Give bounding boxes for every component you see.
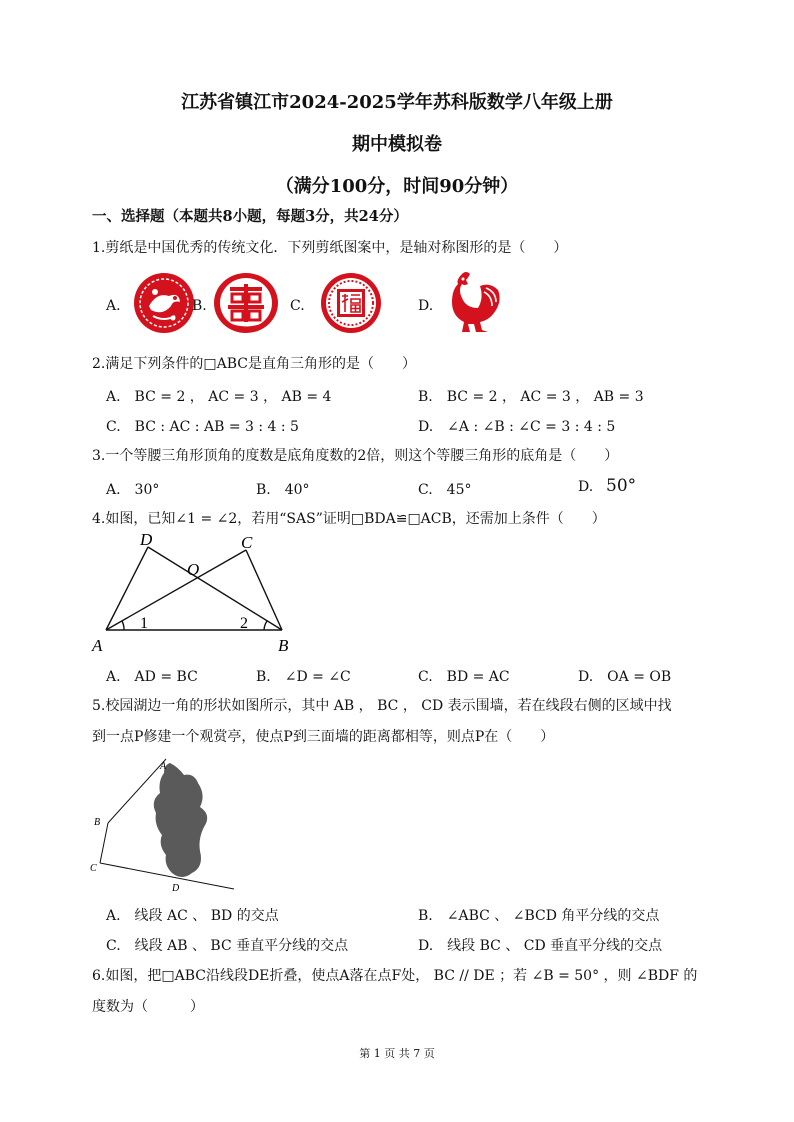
q5-option-d: D. 线段 BC 、 CD 垂直平分线的交点 bbox=[418, 938, 663, 954]
q3-option-a: A. 30° bbox=[106, 482, 160, 498]
exam-title: 江苏省镇江市2024-2025学年苏科版数学八年级上册 bbox=[181, 92, 613, 113]
rooster-icon bbox=[440, 268, 506, 338]
q1-option-a-label: A. bbox=[106, 298, 121, 314]
q5-figure bbox=[88, 755, 238, 895]
page-footer: 第 1 页 共 7 页 bbox=[359, 1047, 435, 1060]
q4-label-b: B bbox=[278, 636, 289, 655]
q4-option-c: C. BD = AC bbox=[418, 669, 510, 685]
q5-label-d: D bbox=[172, 883, 180, 894]
q4-option-d: D. OA = OB bbox=[578, 669, 672, 685]
q2-option-b: B. BC = 2 ， AC = 3 ， AB = 3 bbox=[418, 389, 644, 405]
section-heading: 一、选择题（本题共8小题，每题3分，共24分） bbox=[92, 208, 408, 225]
exam-score-time: （满分100分，时间90分钟） bbox=[275, 176, 519, 197]
q5-option-b: B. ∠ABC 、 ∠BCD 角平分线的交点 bbox=[418, 908, 660, 924]
q4-stem: 4.如图，已知∠1 = ∠2，若用“SAS”证明□BDA≌□ACB，还需加上条件（ ） bbox=[92, 511, 606, 527]
q5-option-c: C. 线段 AB 、 BC 垂直平分线的交点 bbox=[106, 938, 349, 954]
q4-label-d: D bbox=[140, 533, 153, 549]
papercut-bird-icon bbox=[133, 272, 195, 334]
q5-option-a: A. 线段 AC 、 BD 的交点 bbox=[106, 908, 279, 924]
q4-angle-2: 2 bbox=[240, 615, 248, 632]
q4-label-a: A bbox=[92, 636, 103, 655]
q4-label-c: C bbox=[241, 533, 253, 552]
q1-stem: 1.剪纸是中国优秀的传统文化．下列剪纸图案中，是轴对称图形的是（ ） bbox=[92, 240, 568, 256]
q4-option-b: B. ∠D = ∠C bbox=[256, 669, 351, 685]
q1-option-d-label: D. bbox=[418, 298, 434, 314]
q2-option-a: A. BC = 2 ， AC = 3 ， AB = 4 bbox=[106, 389, 332, 405]
q5-stem-line1: 5.校园湖边一角的形状如图所示，其中 AB ， BC ， CD 表示围墙，若在线段右侧的区域中找 bbox=[92, 698, 672, 714]
q5-label-b: B bbox=[94, 817, 101, 828]
q3-option-b: B. 40° bbox=[256, 482, 310, 498]
q6-stem-line2: 度数为（ ） bbox=[92, 999, 204, 1015]
q3-option-d-value: 50° bbox=[606, 476, 637, 496]
q3-option-c: C. 45° bbox=[418, 482, 472, 498]
q4-angle-1: 1 bbox=[140, 615, 148, 632]
q3-option-d-label: D. bbox=[578, 479, 594, 495]
q2-stem: 2.满足下列条件的□ABC是直角三角形的是（ ） bbox=[92, 356, 416, 372]
double-happiness-icon bbox=[213, 272, 279, 334]
q1-option-c-label: C. bbox=[290, 298, 305, 314]
q4-figure bbox=[88, 533, 308, 658]
q5-stem-line2: 到一点P修建一个观赏亭，使点P到三面墙的距离都相等，则点P在（ ） bbox=[92, 729, 555, 745]
q1-option-b-label: B. bbox=[192, 298, 207, 314]
fu-character-icon bbox=[320, 272, 382, 334]
q3-stem: 3.一个等腰三角形顶角的度数是底角度数的2倍，则这个等腰三角形的底角是（ ） bbox=[92, 448, 619, 464]
q4-label-o: O bbox=[187, 560, 200, 579]
q2-option-c: C. BC : AC : AB = 3 : 4 : 5 bbox=[106, 419, 299, 435]
exam-subtitle: 期中模拟卷 bbox=[352, 134, 442, 155]
q5-label-a: A bbox=[160, 761, 167, 772]
q5-label-c: C bbox=[90, 863, 97, 874]
q4-option-a: A. AD = BC bbox=[106, 669, 198, 685]
q2-option-d: D. ∠A : ∠B : ∠C = 3 : 4 : 5 bbox=[418, 419, 616, 435]
q6-stem-line1: 6.如图，把□ABC沿线段DE折叠，使点A落在点F处， BC // DE ；若 ∠B = 50° ，则 ∠BDF 的 bbox=[92, 968, 698, 984]
